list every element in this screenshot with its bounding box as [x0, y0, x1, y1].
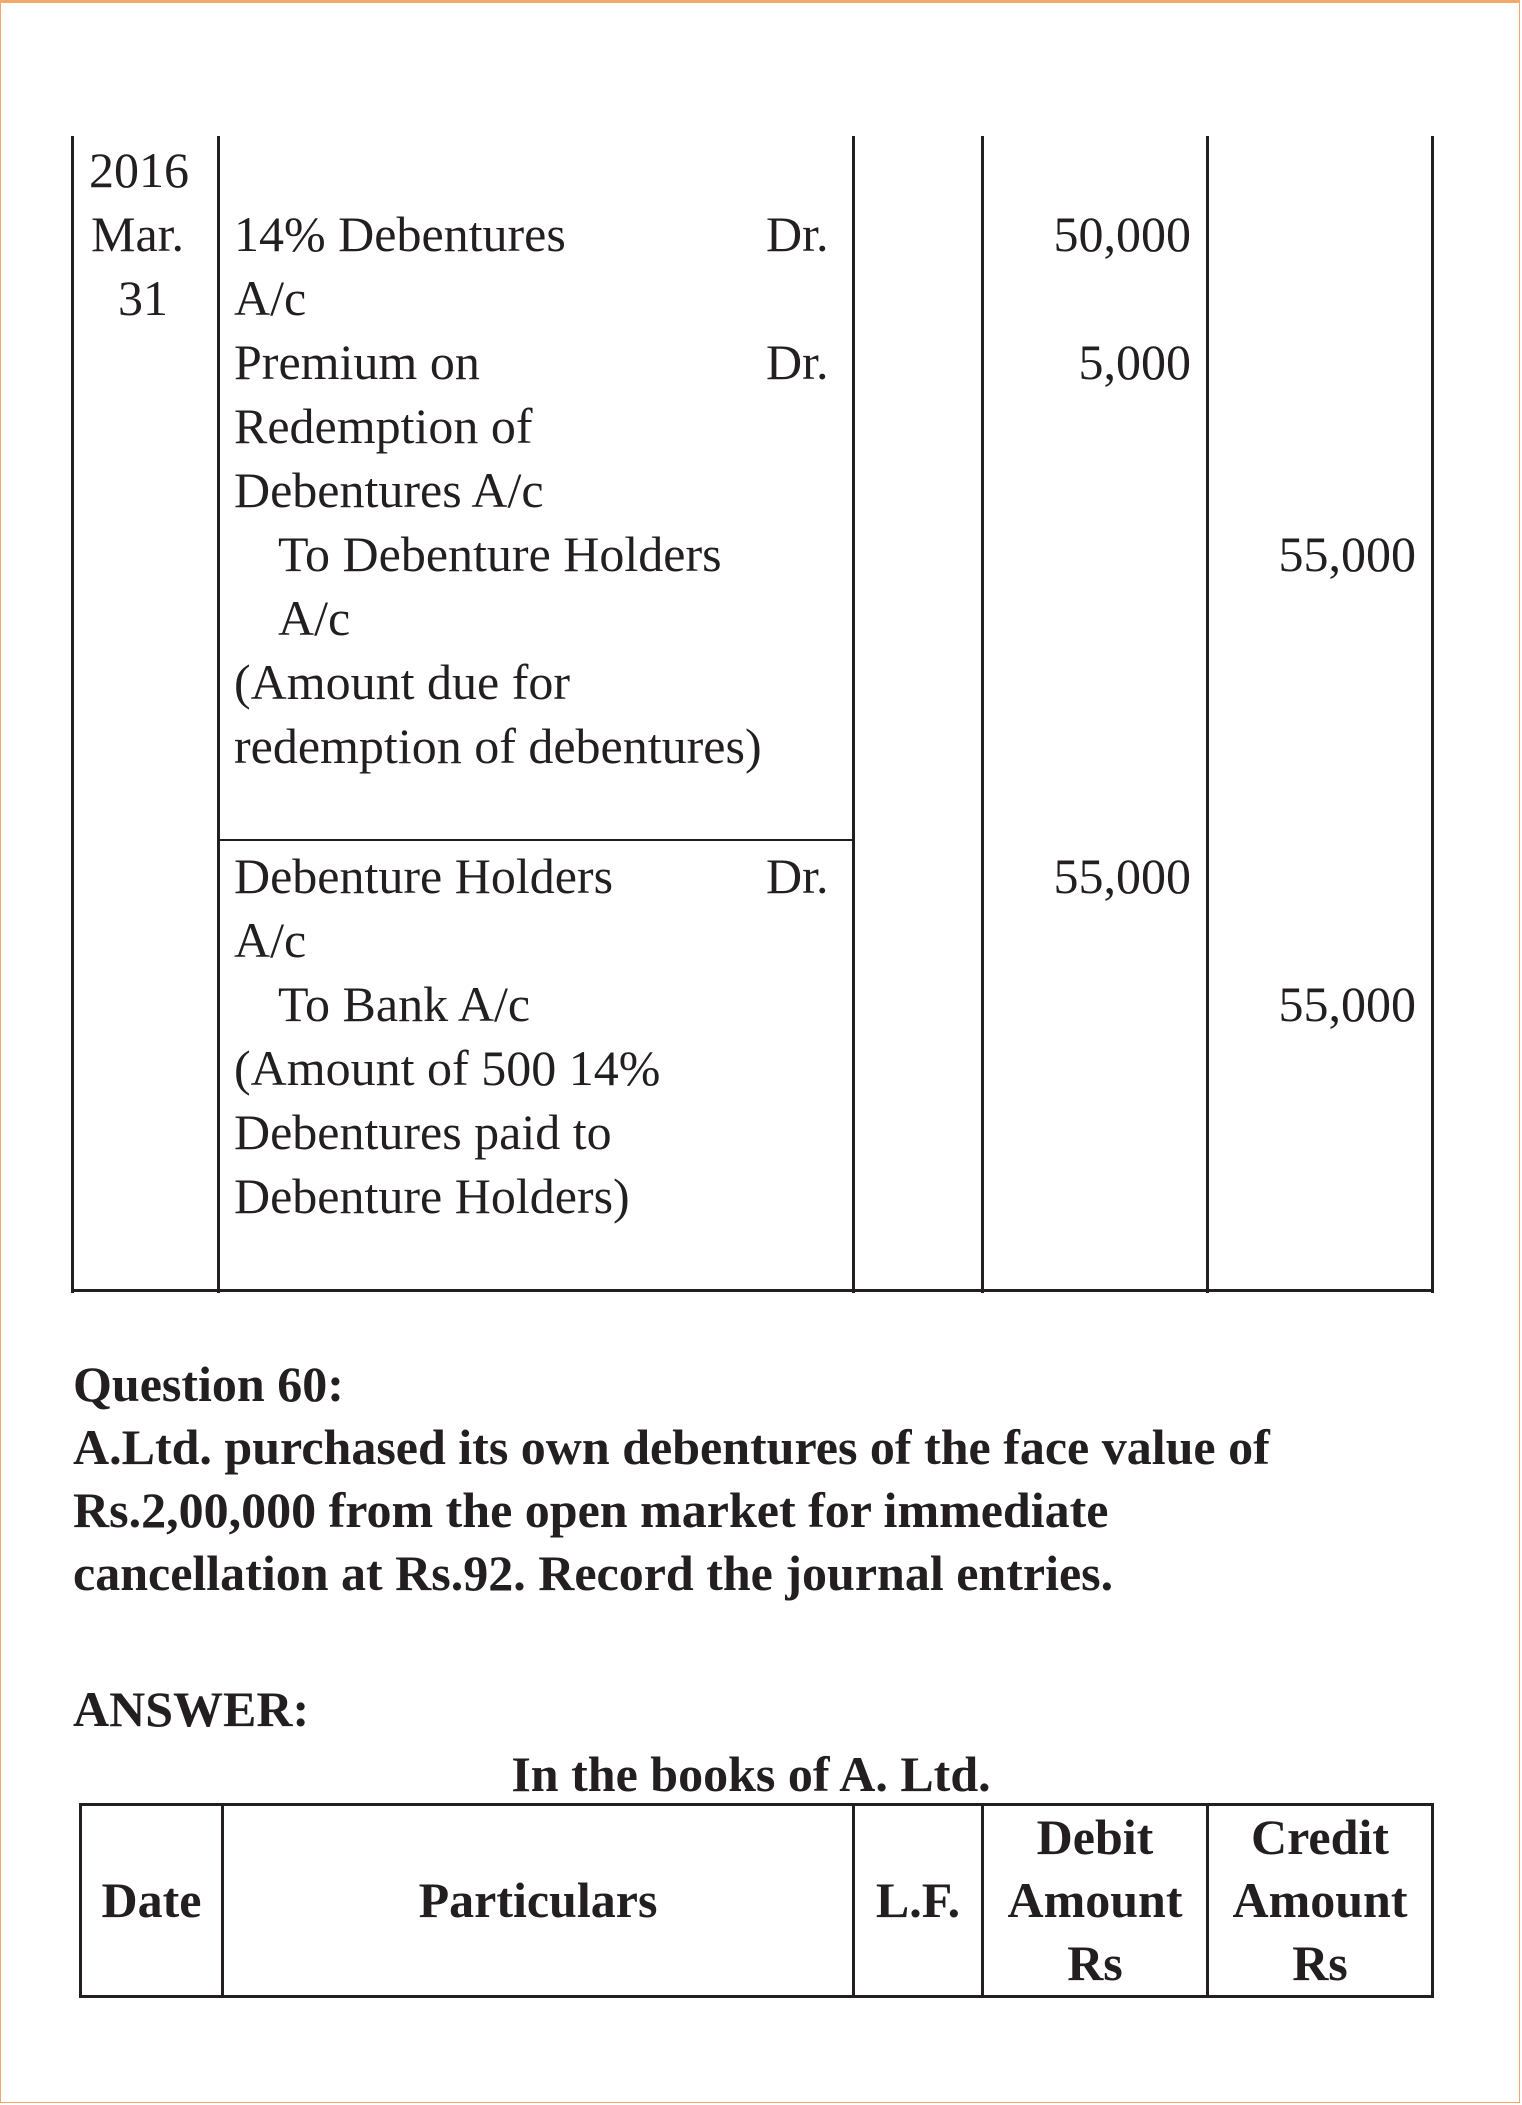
header-particulars: Particulars [418, 1872, 658, 1928]
entry2-narration-2: Debentures paid to [234, 1104, 612, 1160]
question-block [1, 1353, 1521, 1613]
date-month: Mar. [91, 206, 185, 262]
answer-caption: In the books of A. Ltd. [511, 1746, 991, 1802]
entry-separator [217, 839, 854, 841]
answer-label: ANSWER: [73, 1681, 310, 1737]
col-rule-particulars [852, 136, 855, 1293]
col-rule-left [71, 136, 74, 1293]
entry1-debit-account-cont: A/c [234, 270, 307, 326]
entry2-credit-account: To Bank A/c [278, 976, 531, 1032]
col-rule-debit [1206, 136, 1209, 1293]
entry1-narration-1: (Amount due for [234, 654, 571, 710]
entry1-credit-account-cont: A/c [278, 590, 351, 646]
entry1-credit-account: To Debenture Holders [278, 526, 722, 582]
entry1-credit-amount: 55,000 [1278, 526, 1416, 582]
col-rule-lf [981, 136, 984, 1293]
entry1-premium-account-cont-2: Debentures A/c [234, 462, 544, 518]
entry1-dr: Dr. [766, 206, 829, 262]
header-credit-3: Rs [1292, 1935, 1348, 1991]
header-debit-2: Amount [1007, 1872, 1183, 1928]
header-credit-2: Amount [1232, 1872, 1408, 1928]
table-bottom-rule [71, 1289, 1434, 1292]
entry1-debit-amount: 50,000 [1053, 206, 1191, 262]
date-year: 2016 [89, 142, 189, 198]
header-lf: L.F. [875, 1872, 961, 1928]
col-rule-date [217, 136, 220, 1293]
entry2-debit-amount: 55,000 [1053, 848, 1191, 904]
header-bottom-rule [79, 1995, 1434, 1998]
header-credit-1: Credit [1251, 1809, 1389, 1865]
entry2-debit-account: Debenture Holders [234, 848, 614, 904]
entry1-debit-account: 14% Debentures [234, 206, 566, 262]
entry2-credit-amount: 55,000 [1278, 976, 1416, 1032]
entry2-dr: Dr. [766, 848, 829, 904]
col-rule-right [1431, 136, 1434, 1293]
journal-table-continued [1, 3, 1521, 1303]
header-date: Date [101, 1872, 202, 1928]
question-line-3: cancellation at Rs.92. Record the journal entries. [73, 1545, 1114, 1601]
entry1-premium-account-cont-1: Redemption of [234, 398, 533, 454]
entry1-narration-2: redemption of debentures) [234, 718, 762, 774]
entry1-premium-account: Premium on [234, 334, 480, 390]
question-line-1: A.Ltd. purchased its own debentures of the face value of [73, 1419, 1270, 1475]
entry2-debit-account-cont: A/c [234, 912, 307, 968]
header-debit-3: Rs [1067, 1935, 1123, 1991]
entry1-premium-dr: Dr. [766, 334, 829, 390]
question-line-2: Rs.2,00,000 from the open market for immediate [73, 1482, 1109, 1538]
answer-table-header [1, 1803, 1521, 2003]
header-col-right [1431, 1803, 1434, 1998]
question-heading: Question 60: [73, 1356, 344, 1412]
date-day: 31 [118, 270, 168, 326]
entry1-premium-amount: 5,000 [1078, 334, 1191, 390]
entry2-narration-1: (Amount of 500 14% [234, 1040, 661, 1096]
entry2-narration-3: Debenture Holders) [234, 1168, 630, 1224]
header-debit-1: Debit [1036, 1809, 1154, 1865]
